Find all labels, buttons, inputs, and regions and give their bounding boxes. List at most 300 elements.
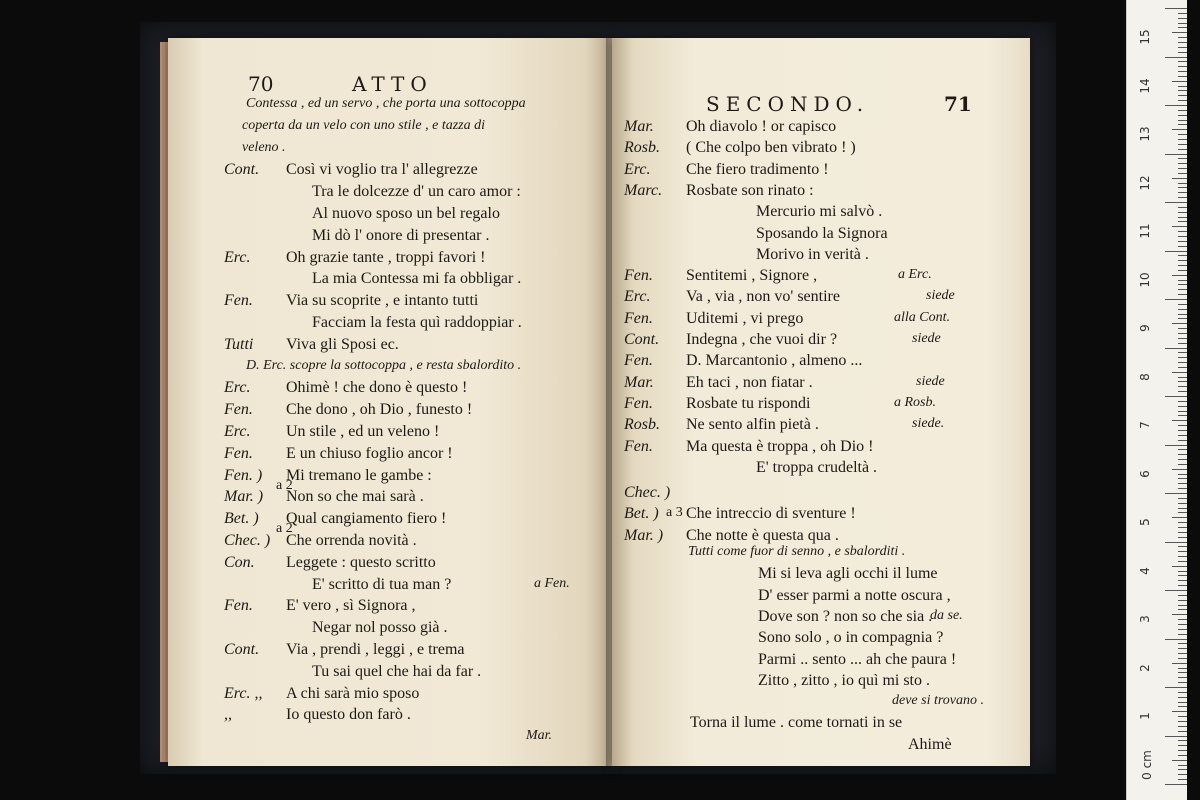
ruler-tick xyxy=(1178,18,1187,19)
ruler-tick xyxy=(1178,435,1187,436)
ruler-number: 8 xyxy=(1138,372,1152,381)
ruler-number: 13 xyxy=(1138,126,1152,142)
ruler-tick xyxy=(1178,488,1187,489)
ruler-tick xyxy=(1178,575,1187,576)
text-line xyxy=(694,246,869,264)
ruler-tick xyxy=(1178,454,1187,455)
ruler-number: 9 xyxy=(1138,324,1152,332)
text-line: Mar. xyxy=(526,728,553,744)
ruler-tick xyxy=(1178,643,1187,644)
speaker-label: Tutti xyxy=(224,335,254,353)
text-line xyxy=(696,672,930,690)
text-line xyxy=(694,225,888,243)
verse-text: E' vero , sì Signora , xyxy=(286,597,416,615)
speaker-label: Fen. xyxy=(624,394,653,412)
text-line xyxy=(696,629,943,647)
text-line xyxy=(624,118,836,136)
ruler-number: 2 xyxy=(1138,663,1152,672)
ruler-tick xyxy=(1178,595,1187,596)
text-line xyxy=(624,331,837,349)
text-line xyxy=(624,505,856,523)
ruler-tick xyxy=(1178,260,1187,261)
ruler-tick xyxy=(1178,769,1187,770)
speaker-label: Fen. xyxy=(624,352,653,370)
text-line: coperta da un velo con uno stile , e tazza di xyxy=(242,117,486,133)
ruler-tick xyxy=(1165,348,1187,349)
verse-text: Zitto , zitto , io quì mi sto . xyxy=(758,671,930,689)
speaker-label: Cont. xyxy=(224,161,260,179)
verse-text: Tra le dolcezze d' un caro amor : xyxy=(312,183,521,201)
ruler-tick xyxy=(1178,401,1187,402)
verse-text: E' troppa crudeltà . xyxy=(756,458,878,476)
ruler-tick xyxy=(1178,629,1187,630)
text-line xyxy=(224,554,436,572)
ruler-tick xyxy=(1178,668,1187,669)
text-line xyxy=(224,467,432,485)
ruler-tick xyxy=(1178,381,1187,382)
verse-text: Che orrenda novità . xyxy=(286,532,417,549)
text-line xyxy=(250,576,451,594)
verse-text: Viva gli Sposi ec. xyxy=(286,335,399,353)
ruler-tick xyxy=(1178,672,1187,673)
verse-text: Che notte è questa qua . xyxy=(686,526,839,544)
ruler-tick xyxy=(1178,270,1187,271)
ruler-tick xyxy=(1165,493,1187,494)
ruler-tick xyxy=(1178,362,1187,363)
speaker-label: Fen. xyxy=(624,267,653,285)
ruler-tick xyxy=(1178,144,1187,145)
ruler-tick xyxy=(1178,110,1187,111)
stage-aside: siede xyxy=(916,373,945,389)
ruler-tick xyxy=(1178,731,1187,732)
ruler-tick xyxy=(1178,653,1187,654)
ruler-number: 4 xyxy=(1138,566,1152,575)
ruler-tick xyxy=(1178,52,1187,53)
a2-marker: a 2 xyxy=(276,477,293,493)
text-line: Ahimè xyxy=(908,735,952,753)
ruler-tick xyxy=(1178,527,1187,528)
ruler-tick xyxy=(1165,542,1187,543)
ruler-tick xyxy=(1178,328,1187,329)
ruler-tick xyxy=(1172,323,1187,324)
ruler-tick xyxy=(1178,406,1187,407)
ruler-tick xyxy=(1172,517,1187,518)
ruler-tick xyxy=(1178,692,1187,693)
ruler-tick xyxy=(1178,624,1187,625)
ruler-tick xyxy=(1172,129,1187,130)
ruler-tick xyxy=(1165,202,1187,203)
ruler-tick xyxy=(1178,284,1187,285)
open-book xyxy=(160,30,1040,772)
ruler-tick xyxy=(1172,469,1187,470)
verse-text: Rosbate tu rispondi xyxy=(686,394,811,412)
ruler-tick xyxy=(1172,420,1187,421)
stage-aside: siede. xyxy=(912,416,945,432)
speaker-label: Fen. xyxy=(224,401,253,419)
stage-aside: siede xyxy=(912,331,941,346)
speaker-label: Erc. xyxy=(224,423,251,440)
text-line xyxy=(624,310,803,328)
ruler-tick xyxy=(1178,120,1187,121)
right-running-head: SECONDO. xyxy=(706,92,870,116)
verse-text: Non so che mai sarà . xyxy=(286,488,424,506)
ruler-tick xyxy=(1178,241,1187,242)
ruler-tick xyxy=(1178,158,1187,159)
speaker-label: Erc. xyxy=(224,248,251,266)
ruler-tick xyxy=(1165,445,1187,446)
ruler-number: 15 xyxy=(1138,29,1152,45)
ruler-tick xyxy=(1178,682,1187,683)
right-page xyxy=(612,38,1030,766)
ruler-tick xyxy=(1178,508,1187,509)
ruler-tick xyxy=(1178,37,1187,38)
a2-marker: a 2 xyxy=(276,521,293,537)
ruler-tick xyxy=(1178,774,1187,775)
ruler-tick xyxy=(1178,280,1187,281)
ruler-tick xyxy=(1178,207,1187,208)
ruler-tick xyxy=(1172,711,1187,712)
verse-text: Indegna , che vuoi dir ? xyxy=(686,331,838,348)
measuring-ruler xyxy=(1126,0,1187,800)
text-line xyxy=(624,374,813,392)
verse-text: Sentitemi , Signore , xyxy=(686,267,818,285)
text-line xyxy=(250,663,481,681)
ruler-tick xyxy=(1178,648,1187,649)
ruler-tick xyxy=(1178,265,1187,266)
verse-text: Via , prendi , leggi , e trema xyxy=(286,641,465,658)
ruler-tick xyxy=(1178,483,1187,484)
ruler-tick xyxy=(1178,503,1187,504)
speaker-label: Marc. xyxy=(624,181,663,199)
ruler-tick xyxy=(1178,750,1187,751)
verse-text: La mia Contessa mi fa obbligar . xyxy=(312,270,522,288)
ruler-tick xyxy=(1165,784,1187,785)
text-line xyxy=(250,619,448,637)
ruler-tick xyxy=(1178,532,1187,533)
ruler-tick xyxy=(1178,755,1187,756)
ruler-tick xyxy=(1172,32,1187,33)
text-line xyxy=(224,641,465,659)
verse-text: Oh grazie tante , troppi favori ! xyxy=(286,248,486,266)
ruler-tick xyxy=(1178,619,1187,620)
ruler-tick xyxy=(1165,299,1187,300)
ruler-tick xyxy=(1178,765,1187,766)
verse-text: Dove son ? non so che sia . xyxy=(758,607,933,625)
ruler-tick xyxy=(1178,478,1187,479)
text-line xyxy=(224,249,485,267)
ruler-tick xyxy=(1178,498,1187,499)
ruler-tick xyxy=(1178,357,1187,358)
verse-text: Sposando la Signora xyxy=(756,224,888,242)
speaker-label: Fen. xyxy=(624,437,653,455)
ruler-tick xyxy=(1178,474,1187,475)
ruler-tick xyxy=(1178,430,1187,431)
ruler-tick xyxy=(1178,47,1187,48)
speaker-label: Fen. xyxy=(224,292,253,310)
text-line: deve si trovano . xyxy=(892,693,985,709)
ruler-tick xyxy=(1178,537,1187,538)
left-page xyxy=(168,38,612,766)
left-page-number: 70 xyxy=(248,72,274,96)
ruler-tick xyxy=(1178,309,1187,310)
text-line xyxy=(224,488,424,506)
ruler-tick xyxy=(1178,658,1187,659)
speaker-label: Fen. ) xyxy=(224,466,263,484)
ruler-tick xyxy=(1172,760,1187,761)
speaker-label: Mar. ) xyxy=(624,526,664,544)
ruler-tick xyxy=(1178,255,1187,256)
ruler-tick xyxy=(1178,367,1187,368)
text-line xyxy=(694,459,877,477)
speaker-label: Chec. ) xyxy=(624,484,671,502)
ruler-number: 0 cm xyxy=(1140,749,1154,780)
text-line xyxy=(696,608,932,626)
ruler-tick xyxy=(1178,124,1187,125)
ruler-tick xyxy=(1178,677,1187,678)
verse-text: Mi tremano le gambe : xyxy=(286,466,432,484)
ruler-tick xyxy=(1178,343,1187,344)
text-line xyxy=(224,445,453,463)
ruler-number: 7 xyxy=(1138,421,1152,429)
text-line xyxy=(696,651,956,669)
text-line xyxy=(250,183,521,201)
verse-text: D. Marcantonio , almeno ... xyxy=(686,352,863,370)
ruler-tick xyxy=(1178,338,1187,339)
text-line xyxy=(696,587,951,605)
text-line xyxy=(624,527,839,545)
ruler-tick xyxy=(1178,217,1187,218)
text-line xyxy=(624,288,840,306)
verse-text: Facciam la festa quì raddoppiar . xyxy=(312,314,522,331)
ruler-tick xyxy=(1178,391,1187,392)
ruler-tick xyxy=(1178,100,1187,101)
ruler-tick xyxy=(1172,372,1187,373)
speaker-label: Erc. xyxy=(624,288,651,306)
ruler-tick xyxy=(1178,352,1187,353)
ruler-number: 12 xyxy=(1138,174,1152,191)
speaker-label: Mar. ) xyxy=(224,488,264,506)
ruler-tick xyxy=(1178,212,1187,213)
verse-text: Mi dò l' onore di presentar . xyxy=(312,226,490,244)
verse-text: Negar nol posso già . xyxy=(312,619,448,637)
verse-text: Oh diavolo ! or capisco xyxy=(686,118,837,135)
ruler-tick xyxy=(1178,231,1187,232)
verse-text: Morivo in verità . xyxy=(756,245,869,263)
ruler-tick xyxy=(1178,411,1187,412)
ruler-tick xyxy=(1178,294,1187,295)
ruler-number: 11 xyxy=(1138,223,1152,239)
speaker-label: Bet. ) xyxy=(624,505,659,523)
verse-text: Che fiero tradimento ! xyxy=(686,160,829,178)
ruler-tick xyxy=(1178,333,1187,334)
ruler-tick xyxy=(1178,600,1187,601)
verse-text: Ne sento alfin pietà . xyxy=(686,416,819,434)
speaker-label: Mar. xyxy=(624,118,654,135)
text-line xyxy=(250,227,490,245)
verse-text: Sono solo , o in compagnia ? xyxy=(758,629,944,647)
speaker-label: Cont. xyxy=(224,641,260,658)
text-line xyxy=(250,314,522,332)
speaker-label: Erc. ,, xyxy=(224,684,263,702)
verse-text: A chi sarà mio sposo xyxy=(286,684,420,702)
ruler-tick xyxy=(1172,178,1187,179)
ruler-tick xyxy=(1178,556,1187,557)
verse-text: Che intreccio di sventure ! xyxy=(686,505,856,523)
text-line: Torna il lume . come tornati in se xyxy=(690,714,903,732)
ruler-tick xyxy=(1178,246,1187,247)
ruler-tick xyxy=(1178,42,1187,43)
verse-text: Che dono , oh Dio , funesto ! xyxy=(286,401,473,419)
ruler-tick xyxy=(1178,318,1187,319)
speaker-label: ,, xyxy=(224,706,232,724)
ruler-number: 1 xyxy=(1138,712,1152,720)
text-line xyxy=(250,205,500,223)
text-line: Tutti come fuor di senno , e sbalorditi . xyxy=(688,544,906,559)
text-line xyxy=(696,565,938,583)
ruler-tick xyxy=(1178,551,1187,552)
ruler-tick xyxy=(1178,173,1187,174)
verse-text: Uditemi , vi prego xyxy=(686,309,804,327)
speaker-label: Con. xyxy=(224,553,255,571)
stage-aside: da se. xyxy=(930,607,963,623)
text-line xyxy=(224,292,478,310)
ruler-tick xyxy=(1178,745,1187,746)
text-line: veleno . xyxy=(242,139,286,155)
verse-text: Eh taci , non fiatar . xyxy=(686,373,813,391)
ruler-tick xyxy=(1178,139,1187,140)
speaker-label: Bet. ) xyxy=(224,510,259,528)
text-line xyxy=(224,685,419,703)
verse-text: Va , via , non vo' sentire xyxy=(686,288,840,306)
text-line xyxy=(624,139,856,157)
right-page-number: 71 xyxy=(944,92,972,116)
ruler-tick xyxy=(1178,571,1187,572)
verse-text: E' scritto di tua man ? xyxy=(312,575,452,593)
verse-text: Via su scoprite , e intanto tutti xyxy=(286,292,479,310)
ruler-tick xyxy=(1178,168,1187,169)
ruler-tick xyxy=(1172,614,1187,615)
verse-text: Io questo don farò . xyxy=(286,706,411,724)
left-running-head: ATTO xyxy=(352,72,433,96)
ruler-tick xyxy=(1178,187,1187,188)
ruler-tick xyxy=(1178,90,1187,91)
ruler-tick xyxy=(1178,634,1187,635)
ruler-tick xyxy=(1165,154,1187,155)
text-line xyxy=(624,182,814,200)
ruler-tick xyxy=(1178,377,1187,378)
ruler-tick xyxy=(1178,459,1187,460)
ruler-tick xyxy=(1178,236,1187,237)
text-line xyxy=(224,510,446,528)
verse-text: Tu sai quel che hai da far . xyxy=(312,662,482,680)
ruler-tick xyxy=(1165,8,1187,9)
verse-text: Parmi .. sento ... ah che paura ! xyxy=(758,650,957,668)
text-line xyxy=(224,706,411,724)
stage-aside: a Rosb. xyxy=(894,394,936,410)
speaker-label: Rosb. xyxy=(624,416,660,434)
text-line xyxy=(224,532,417,550)
ruler-tick xyxy=(1178,304,1187,305)
verse-text: Al nuovo sposo un bel regalo xyxy=(312,205,500,222)
ruler-tick xyxy=(1165,736,1187,737)
text-line xyxy=(624,416,819,434)
verse-text: ( Che colpo ben vibrato ! ) xyxy=(686,139,856,157)
ruler-tick xyxy=(1178,386,1187,387)
ruler-tick xyxy=(1178,740,1187,741)
stage-aside: a Fen. xyxy=(534,575,570,591)
ruler-tick xyxy=(1178,197,1187,198)
text-line xyxy=(624,352,862,370)
text-line xyxy=(224,336,399,354)
ruler-tick xyxy=(1165,639,1187,640)
verse-text: Un stile , ed un veleno ! xyxy=(286,423,440,440)
ruler-tick xyxy=(1178,522,1187,523)
ruler-tick xyxy=(1178,605,1187,606)
text-line xyxy=(624,484,686,502)
verse-text: Mi si leva agli occhi il lume xyxy=(758,565,938,583)
ruler-tick xyxy=(1178,71,1187,72)
ruler-tick xyxy=(1165,105,1187,106)
ruler-tick xyxy=(1178,512,1187,513)
ruler-tick xyxy=(1178,580,1187,581)
verse-text: Ma questa è troppa , oh Dio ! xyxy=(686,437,874,455)
ruler-tick xyxy=(1178,609,1187,610)
ruler-tick xyxy=(1178,314,1187,315)
ruler-tick xyxy=(1172,226,1187,227)
ruler-tick xyxy=(1178,76,1187,77)
ruler-tick xyxy=(1178,561,1187,562)
verse-text: Qual cangiamento fiero ! xyxy=(286,510,447,528)
speaker-label: Fen. xyxy=(224,444,253,462)
speaker-label: Chec. ) xyxy=(224,532,271,549)
ruler-tick xyxy=(1165,57,1187,58)
ruler-number: 14 xyxy=(1138,77,1152,94)
verse-text: Leggete : questo scritto xyxy=(286,553,436,571)
text-line: Contessa , ed un servo , che porta una sottocoppa xyxy=(246,96,526,111)
ruler-tick xyxy=(1178,697,1187,698)
ruler-tick xyxy=(1165,396,1187,397)
verse-text: Così vi voglio tra l' allegrezze xyxy=(286,161,478,179)
text-line xyxy=(224,597,416,615)
ruler-number: 3 xyxy=(1138,615,1152,623)
speaker-label: Rosb. xyxy=(624,139,660,157)
ruler-tick xyxy=(1178,289,1187,290)
ruler-tick xyxy=(1178,464,1187,465)
speaker-label: Erc. xyxy=(224,379,251,397)
text-line xyxy=(624,438,874,456)
stage-aside: alla Cont. xyxy=(894,309,951,325)
verse-text: Rosbate son rinato : xyxy=(686,181,814,199)
ruler-tick xyxy=(1178,66,1187,67)
ruler-tick xyxy=(1178,61,1187,62)
ruler-tick xyxy=(1178,449,1187,450)
speaker-label: Fen. xyxy=(224,597,253,615)
verse-text: E un chiuso foglio ancor ! xyxy=(286,444,453,462)
ruler-tick xyxy=(1178,779,1187,780)
speaker-label: Cont. xyxy=(624,331,660,348)
ruler-tick xyxy=(1165,687,1187,688)
ruler-tick xyxy=(1178,23,1187,24)
verse-text: Mercurio mi salvò . xyxy=(756,203,883,221)
ruler-number: 6 xyxy=(1138,469,1152,478)
ruler-tick xyxy=(1178,95,1187,96)
speaker-label: Mar. xyxy=(624,373,654,391)
text-line xyxy=(624,267,817,285)
ruler-tick xyxy=(1178,706,1187,707)
ruler-tick xyxy=(1178,440,1187,441)
text-line xyxy=(224,423,439,441)
ruler-tick xyxy=(1178,13,1187,14)
